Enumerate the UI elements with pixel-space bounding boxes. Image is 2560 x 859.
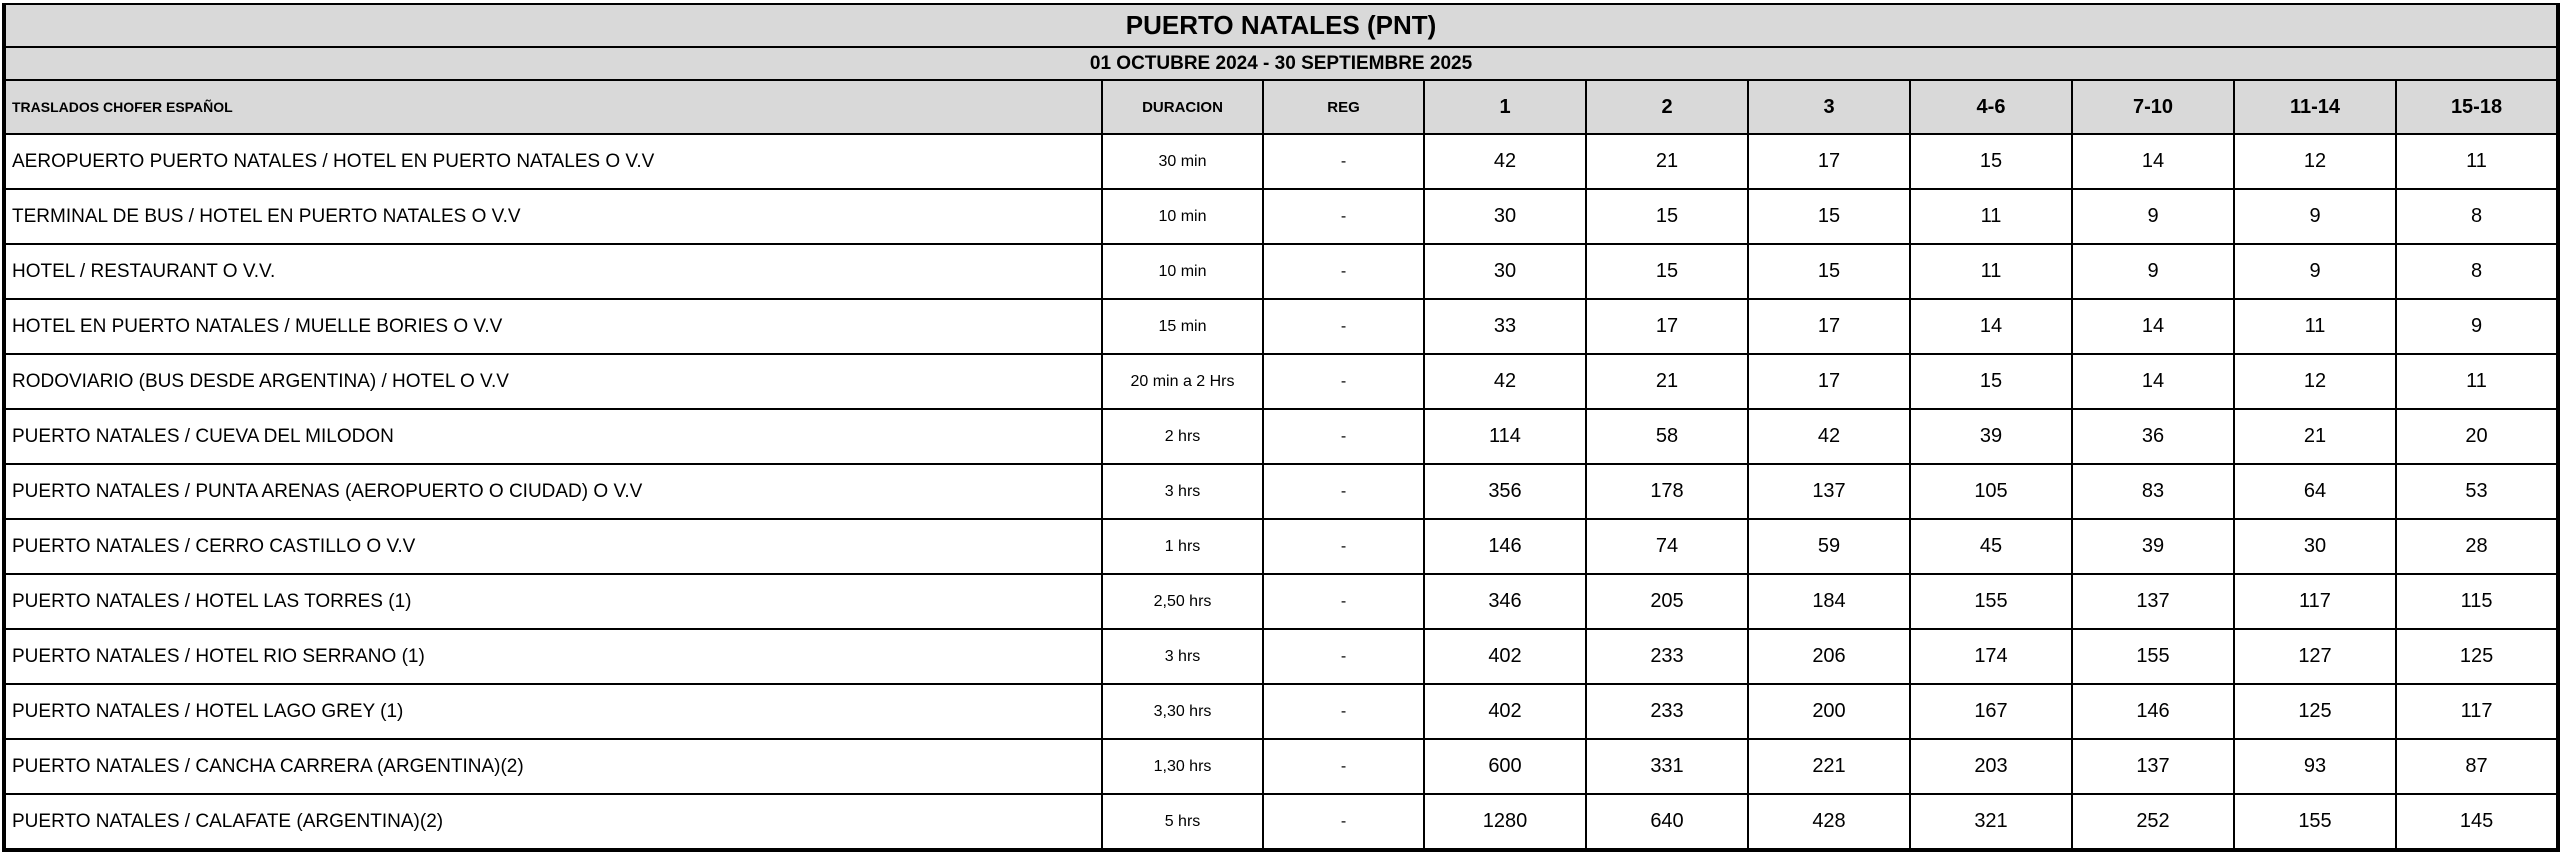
table-row	[4, 299, 2558, 354]
price-cell: 87	[2396, 739, 2558, 794]
reg-cell: -	[1263, 189, 1424, 244]
column-header-pax-7-10: 7-10	[2072, 80, 2234, 134]
price-cell: 8	[2396, 189, 2558, 244]
price-cell: 184	[1748, 574, 1910, 629]
reg-cell: -	[1263, 794, 1424, 850]
table-row	[4, 684, 2558, 739]
column-header-pax-1: 1	[1424, 80, 1586, 134]
route-cell: AEROPUERTO PUERTO NATALES / HOTEL EN PUERTO NATALES O V.V	[4, 134, 1102, 189]
reg-cell: -	[1263, 574, 1424, 629]
price-cell: 12	[2234, 134, 2396, 189]
price-cell: 145	[2396, 794, 2558, 850]
price-cell: 178	[1586, 464, 1748, 519]
price-cell: 155	[1910, 574, 2072, 629]
price-cell: 117	[2234, 574, 2396, 629]
title-row	[4, 4, 2558, 47]
table-row	[4, 244, 2558, 299]
price-cell: 14	[2072, 354, 2234, 409]
price-cell: 15	[1586, 244, 1748, 299]
table-row	[4, 519, 2558, 574]
reg-cell: -	[1263, 409, 1424, 464]
price-cell: 174	[1910, 629, 2072, 684]
price-cell: 137	[2072, 574, 2234, 629]
date-range: 01 OCTUBRE 2024 - 30 SEPTIEMBRE 2025	[4, 47, 2558, 80]
price-cell: 42	[1748, 409, 1910, 464]
price-cell: 137	[2072, 739, 2234, 794]
price-cell: 21	[1586, 354, 1748, 409]
table-row	[4, 189, 2558, 244]
price-cell: 640	[1586, 794, 1748, 850]
price-cell: 114	[1424, 409, 1586, 464]
column-header-pax-4-6: 4-6	[1910, 80, 2072, 134]
price-cell: 9	[2234, 244, 2396, 299]
price-cell: 39	[1910, 409, 2072, 464]
route-cell: PUERTO NATALES / CERRO CASTILLO O V.V	[4, 519, 1102, 574]
price-cell: 137	[1748, 464, 1910, 519]
price-cell: 93	[2234, 739, 2396, 794]
route-cell: RODOVIARIO (BUS DESDE ARGENTINA) / HOTEL O V.V	[4, 354, 1102, 409]
price-cell: 15	[1910, 134, 2072, 189]
duration-cell: 1,30 hrs	[1102, 739, 1263, 794]
route-cell: PUERTO NATALES / CALAFATE (ARGENTINA)(2)	[4, 794, 1102, 850]
price-cell: 15	[1586, 189, 1748, 244]
price-cell: 15	[1748, 244, 1910, 299]
price-cell: 11	[1910, 244, 2072, 299]
column-header-route: TRASLADOS CHOFER ESPAÑOL	[4, 80, 1102, 134]
price-cell: 155	[2072, 629, 2234, 684]
table-row	[4, 354, 2558, 409]
route-cell: PUERTO NATALES / HOTEL RIO SERRANO (1)	[4, 629, 1102, 684]
route-cell: PUERTO NATALES / HOTEL LAGO GREY (1)	[4, 684, 1102, 739]
reg-cell: -	[1263, 739, 1424, 794]
duration-cell: 2,50 hrs	[1102, 574, 1263, 629]
table-row	[4, 409, 2558, 464]
price-cell: 14	[2072, 299, 2234, 354]
price-cell: 64	[2234, 464, 2396, 519]
price-cell: 402	[1424, 629, 1586, 684]
reg-cell: -	[1263, 519, 1424, 574]
price-cell: 146	[1424, 519, 1586, 574]
duration-cell: 3,30 hrs	[1102, 684, 1263, 739]
price-cell: 9	[2072, 244, 2234, 299]
route-cell: HOTEL EN PUERTO NATALES / MUELLE BORIES O V.V	[4, 299, 1102, 354]
price-cell: 167	[1910, 684, 2072, 739]
price-cell: 17	[1748, 134, 1910, 189]
duration-cell: 1 hrs	[1102, 519, 1263, 574]
rate-sheet	[2, 3, 2556, 852]
price-cell: 127	[2234, 629, 2396, 684]
price-cell: 59	[1748, 519, 1910, 574]
price-cell: 11	[2396, 134, 2558, 189]
price-cell: 39	[2072, 519, 2234, 574]
table-row	[4, 794, 2558, 850]
reg-cell: -	[1263, 299, 1424, 354]
price-cell: 30	[1424, 244, 1586, 299]
table-row	[4, 574, 2558, 629]
price-cell: 402	[1424, 684, 1586, 739]
price-cell: 233	[1586, 629, 1748, 684]
table-row	[4, 629, 2558, 684]
price-cell: 45	[1910, 519, 2072, 574]
reg-cell: -	[1263, 134, 1424, 189]
price-cell: 30	[1424, 189, 1586, 244]
price-cell: 21	[2234, 409, 2396, 464]
price-cell: 15	[1748, 189, 1910, 244]
price-cell: 17	[1748, 354, 1910, 409]
price-cell: 42	[1424, 134, 1586, 189]
duration-cell: 3 hrs	[1102, 464, 1263, 519]
duration-cell: 15 min	[1102, 299, 1263, 354]
price-cell: 252	[2072, 794, 2234, 850]
reg-cell: -	[1263, 354, 1424, 409]
header-row	[4, 80, 2558, 134]
price-cell: 221	[1748, 739, 1910, 794]
duration-cell: 5 hrs	[1102, 794, 1263, 850]
price-cell: 20	[2396, 409, 2558, 464]
duration-cell: 10 min	[1102, 189, 1263, 244]
price-cell: 28	[2396, 519, 2558, 574]
route-cell: PUERTO NATALES / CUEVA DEL MILODON	[4, 409, 1102, 464]
table-row	[4, 134, 2558, 189]
price-cell: 356	[1424, 464, 1586, 519]
price-cell: 9	[2234, 189, 2396, 244]
reg-cell: -	[1263, 684, 1424, 739]
route-cell: PUERTO NATALES / PUNTA ARENAS (AEROPUERTO O CIUDAD) O V.V	[4, 464, 1102, 519]
price-cell: 203	[1910, 739, 2072, 794]
price-cell: 206	[1748, 629, 1910, 684]
column-header-pax-11-14: 11-14	[2234, 80, 2396, 134]
price-cell: 105	[1910, 464, 2072, 519]
column-header-reg: REG	[1263, 80, 1424, 134]
duration-cell: 3 hrs	[1102, 629, 1263, 684]
price-cell: 125	[2396, 629, 2558, 684]
price-cell: 233	[1586, 684, 1748, 739]
price-cell: 30	[2234, 519, 2396, 574]
transfer-rates-table	[2, 3, 2560, 852]
reg-cell: -	[1263, 244, 1424, 299]
column-header-pax-2: 2	[1586, 80, 1748, 134]
column-header-pax-3: 3	[1748, 80, 1910, 134]
price-cell: 11	[1910, 189, 2072, 244]
duration-cell: 10 min	[1102, 244, 1263, 299]
price-cell: 9	[2396, 299, 2558, 354]
price-cell: 155	[2234, 794, 2396, 850]
column-header-pax-15-18: 15-18	[2396, 80, 2558, 134]
price-cell: 1280	[1424, 794, 1586, 850]
price-cell: 11	[2234, 299, 2396, 354]
price-cell: 42	[1424, 354, 1586, 409]
price-cell: 17	[1748, 299, 1910, 354]
price-cell: 11	[2396, 354, 2558, 409]
price-cell: 346	[1424, 574, 1586, 629]
price-cell: 9	[2072, 189, 2234, 244]
table-row	[4, 464, 2558, 519]
price-cell: 8	[2396, 244, 2558, 299]
price-cell: 331	[1586, 739, 1748, 794]
date-row	[4, 47, 2558, 80]
price-cell: 53	[2396, 464, 2558, 519]
price-cell: 200	[1748, 684, 1910, 739]
route-cell: HOTEL / RESTAURANT O V.V.	[4, 244, 1102, 299]
price-cell: 146	[2072, 684, 2234, 739]
table-row	[4, 739, 2558, 794]
price-cell: 428	[1748, 794, 1910, 850]
price-cell: 33	[1424, 299, 1586, 354]
price-cell: 17	[1586, 299, 1748, 354]
price-cell: 36	[2072, 409, 2234, 464]
duration-cell: 2 hrs	[1102, 409, 1263, 464]
price-cell: 600	[1424, 739, 1586, 794]
price-cell: 58	[1586, 409, 1748, 464]
price-cell: 205	[1586, 574, 1748, 629]
price-cell: 74	[1586, 519, 1748, 574]
column-header-duration: DURACION	[1102, 80, 1263, 134]
duration-cell: 20 min a 2 Hrs	[1102, 354, 1263, 409]
price-cell: 14	[2072, 134, 2234, 189]
route-cell: PUERTO NATALES / CANCHA CARRERA (ARGENTINA)(2)	[4, 739, 1102, 794]
price-cell: 14	[1910, 299, 2072, 354]
price-cell: 321	[1910, 794, 2072, 850]
sheet-title: PUERTO NATALES (PNT)	[4, 4, 2558, 47]
route-cell: TERMINAL DE BUS / HOTEL EN PUERTO NATALES O V.V	[4, 189, 1102, 244]
price-cell: 21	[1586, 134, 1748, 189]
price-cell: 12	[2234, 354, 2396, 409]
price-cell: 115	[2396, 574, 2558, 629]
price-cell: 125	[2234, 684, 2396, 739]
route-cell: PUERTO NATALES / HOTEL LAS TORRES (1)	[4, 574, 1102, 629]
price-cell: 83	[2072, 464, 2234, 519]
price-cell: 15	[1910, 354, 2072, 409]
duration-cell: 30 min	[1102, 134, 1263, 189]
reg-cell: -	[1263, 629, 1424, 684]
reg-cell: -	[1263, 464, 1424, 519]
price-cell: 117	[2396, 684, 2558, 739]
